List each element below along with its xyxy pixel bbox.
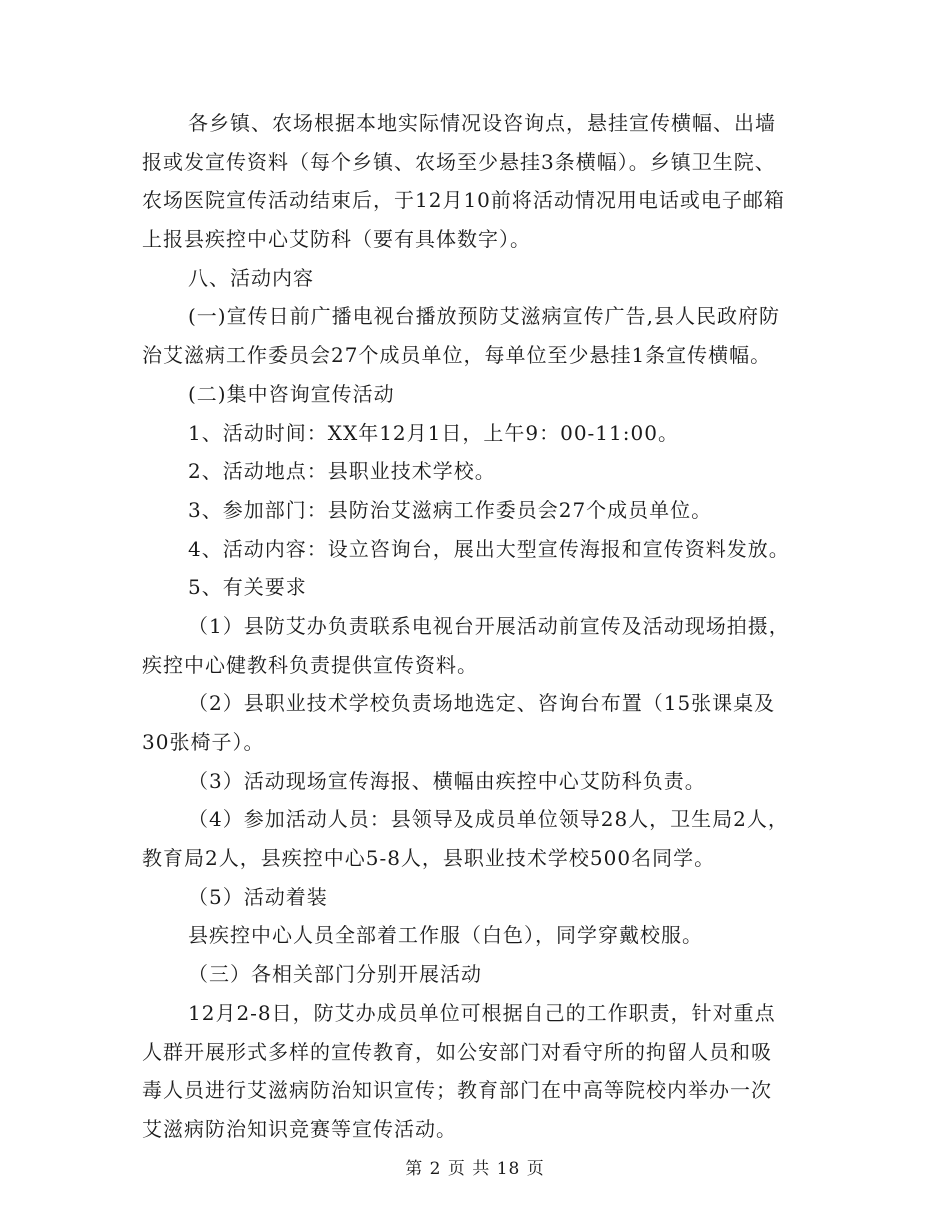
paragraph-line: 报或发宣传资料（每个乡镇、农场至少悬挂3条横幅）。乡镇卫生院、 (142, 149, 776, 174)
requirement-item: （5）活动着装 (188, 884, 328, 909)
list-item: 3、参加部门：县防治艾滋病工作委员会27个成员单位。 (188, 497, 713, 522)
paragraph-line: 人群开展形式多样的宣传教育，如公安部门对看守所的拘留人员和吸 (142, 1039, 772, 1064)
paragraph-line: 各乡镇、农场根据本地实际情况设咨询点，悬挂宣传横幅、出墙 (188, 111, 776, 135)
section-heading: 八、活动内容 (188, 265, 314, 290)
paragraph-line: 12月2-8日，防艾办成员单位可根据自己的工作职责，针对重点 (188, 1000, 776, 1025)
requirement-item: （2）县职业技术学校负责场地选定、咨询台布置（15张课桌及 (188, 691, 776, 716)
paragraph-line: 艾滋病防治知识竞赛等宣传活动。 (142, 1116, 457, 1141)
paragraph-line: 治艾滋病工作委员会27个成员单位，每单位至少悬挂1条宣传横幅。 (142, 343, 772, 368)
list-item: 1、活动时间：XX年12月1日，上午9：00-11:00。 (188, 420, 679, 445)
paragraph-line: 县疾控中心人员全部着工作服（白色），同学穿戴校服。 (188, 923, 703, 948)
subsection-heading: (二)集中咨询宣传活动 (188, 381, 395, 406)
paragraph-line: 30张椅子）。 (142, 730, 265, 754)
requirement-item: （4）参加活动人员：县领导及成员单位领导28人，卫生局2人， (188, 807, 789, 832)
list-item: 4、活动内容：设立咨询台，展出大型宣传海报和宣传资料发放。 (188, 536, 790, 561)
list-item: 2、活动地点：县职业技术学校。 (188, 459, 496, 484)
paragraph-line: 疾控中心健教科负责提供宣传资料。 (142, 652, 478, 677)
page-footer: 第 2 页 共 18 页 (405, 1159, 545, 1179)
document-body (142, 104, 812, 1149)
paragraph-line: 农场医院宣传活动结束后，于12月10前将活动情况用电话或电子邮箱 (142, 188, 785, 213)
list-item: 5、有关要求 (188, 575, 307, 600)
paragraph-line: 上报县疾控中心艾防科（要有具体数字）。 (142, 227, 531, 252)
paragraph-line: 教育局2人，县疾控中心5-8人，县职业技术学校500名同学。 (142, 846, 716, 871)
paragraph-line: (一)宣传日前广播电视台播放预防艾滋病宣传广告,县人民政府防 (188, 304, 780, 329)
subsection-heading: （三）各相关部门分别开展活动 (188, 962, 482, 987)
requirement-item: （3）活动现场宣传海报、横幅由疾控中心艾防科负责。 (188, 768, 706, 793)
requirement-item: （1）县防艾办负责联系电视台开展活动前宣传及活动现场拍摄， (188, 613, 790, 638)
paragraph-line: 毒人员进行艾滋病防治知识宣传；教育部门在中高等院校内举办一次 (142, 1078, 772, 1103)
